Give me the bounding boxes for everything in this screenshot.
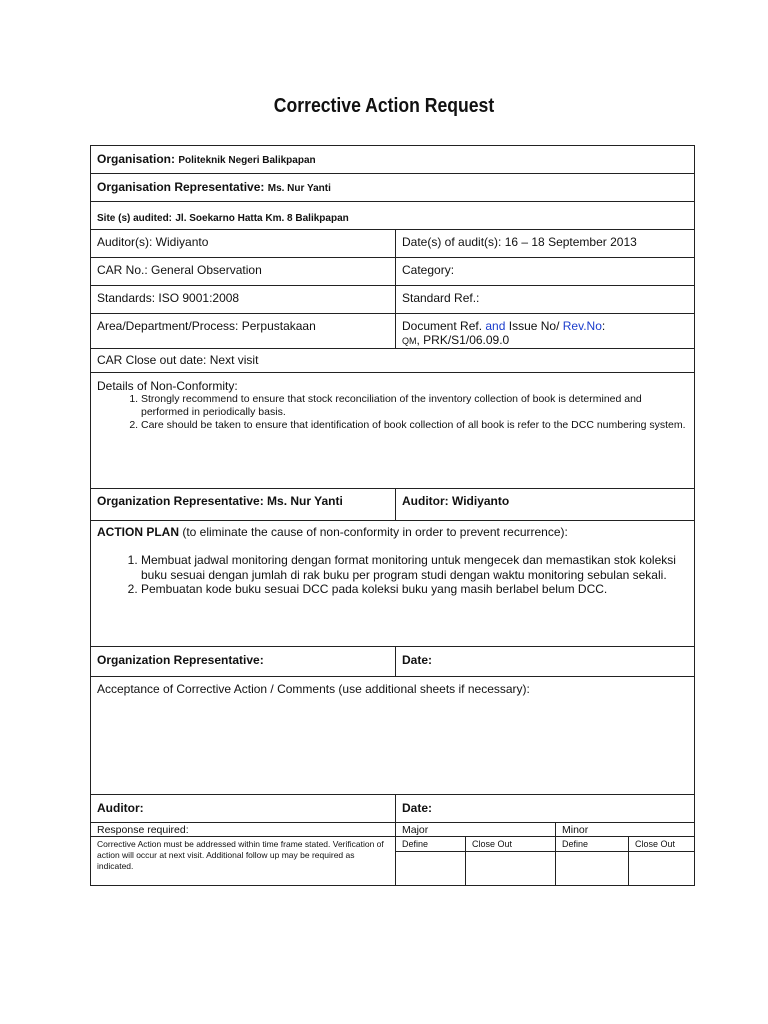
auditors-field: Auditor(s): Widiyanto bbox=[91, 230, 396, 257]
minor-define-header: Define bbox=[556, 837, 629, 851]
major-define-header: Define bbox=[396, 837, 466, 851]
date-signoff-3: Date: bbox=[402, 801, 433, 815]
minor-define-cell bbox=[556, 852, 629, 885]
action-plan-item: 2. Pembuatan kode buku sesuai DCC pada koleksi buku yang masih berlabel belum DCC. bbox=[141, 582, 688, 597]
signoff-row-1 bbox=[91, 489, 694, 521]
org-rep-value: Ms. Nur Yanti bbox=[267, 183, 331, 194]
minor-close-out-cell bbox=[629, 852, 694, 885]
close-out-row bbox=[91, 349, 694, 373]
doc-ref-rev: Rev.No bbox=[562, 319, 602, 333]
document-ref-field bbox=[396, 314, 694, 348]
close-out-field: CAR Close out date: Next visit bbox=[97, 353, 259, 367]
doc-ref-colon: : bbox=[601, 319, 606, 333]
minor-close-out-header: Close Out bbox=[635, 839, 676, 849]
organisation-value: Politeknik Negeri Balikpapan bbox=[178, 155, 316, 166]
area-row bbox=[91, 314, 694, 349]
acceptance-row bbox=[91, 677, 694, 795]
nonconformity-item: 2. Care should be taken to ensure that identification of book collection of all book is refer to the DCC numbering system. bbox=[141, 419, 688, 432]
action-plan-label: ACTION PLAN bbox=[97, 525, 179, 539]
org-rep-label: Organisation Representative: bbox=[97, 180, 265, 194]
signoff-row-2 bbox=[91, 647, 694, 677]
major-label: Major bbox=[396, 823, 556, 836]
car-no-field: CAR No.: General Observation bbox=[91, 258, 396, 285]
major-close-out-cell bbox=[466, 852, 556, 885]
category-field: Category: bbox=[402, 263, 455, 277]
nonconformity-item: 1. Strongly recommend to ensure that stock reconciliation of the inventory collection of book is determined and performed in periodically basis. bbox=[141, 393, 688, 419]
action-plan-desc: (to eliminate the cause of non-conformity in order to prevent recurrence): bbox=[179, 525, 568, 539]
doc-ref-and: and bbox=[485, 319, 506, 333]
nonconformity-label: Details of Non-Conformity: bbox=[97, 379, 238, 393]
date-signoff-2: Date: bbox=[402, 653, 433, 667]
action-plan-row bbox=[91, 521, 694, 647]
action-plan-item: 1. Membuat jadwal monitoring dengan format monitoring untuk mengecek dan memastikan stok koleksi buku sesuai dengan jumlah di rak buku per program studi dengan waktu monitoring sebulan sekali. bbox=[141, 553, 688, 582]
response-label: Response required: bbox=[91, 823, 396, 836]
action-plan-list bbox=[97, 553, 688, 597]
doc-ref-part1: Document Ref. bbox=[402, 319, 486, 333]
org-rep-row bbox=[91, 174, 694, 202]
standards-field: Standards: ISO 9001:2008 bbox=[91, 286, 396, 313]
minor-label: Minor bbox=[562, 824, 589, 836]
nonconformity-row bbox=[91, 373, 694, 489]
car-no-row bbox=[91, 258, 694, 286]
organisation-row bbox=[91, 146, 694, 174]
response-required-row bbox=[91, 823, 694, 837]
car-form bbox=[90, 145, 695, 886]
major-close-out-header: Close Out bbox=[466, 837, 556, 851]
area-field: Area/Department/Process: Perpustakaan bbox=[91, 314, 396, 348]
site-label: Site (s) audited: bbox=[97, 213, 173, 224]
major-define-cell bbox=[396, 852, 466, 885]
auditor-signoff-3: Auditor: bbox=[91, 795, 396, 822]
page-title: Corrective Action Request bbox=[273, 95, 495, 117]
site-value: Jl. Soekarno Hatta Km. 8 Balikpapan bbox=[175, 213, 349, 224]
auditor-signoff: Auditor: Widiyanto bbox=[402, 494, 510, 508]
organisation-label: Organisation: bbox=[97, 152, 176, 166]
standards-row bbox=[91, 286, 694, 314]
doc-ref-value-prefix: QM bbox=[402, 336, 417, 346]
signoff-row-3 bbox=[91, 795, 694, 823]
response-detail-row bbox=[91, 837, 694, 885]
doc-ref-value: , PRK/S1/06.09.0 bbox=[416, 333, 510, 347]
org-rep-signoff-2: Organization Representative: bbox=[91, 647, 396, 676]
doc-ref-part2: Issue No/ bbox=[505, 319, 563, 333]
audit-dates-field: Date(s) of audit(s): 16 – 18 September 2013 bbox=[402, 235, 637, 249]
site-row bbox=[91, 202, 694, 230]
nonconformity-list bbox=[97, 393, 688, 432]
auditor-row bbox=[91, 230, 694, 258]
response-note: Corrective Action must be addressed within time frame stated. Verification of action will occur at next visit. Additional follow up may be required as indicated. bbox=[91, 837, 396, 885]
acceptance-comments: Acceptance of Corrective Action / Comments (use additional sheets if necessary): bbox=[97, 682, 530, 696]
org-rep-signoff: Organization Representative: Ms. Nur Yanti bbox=[91, 489, 396, 520]
standard-ref-field: Standard Ref.: bbox=[402, 291, 480, 305]
